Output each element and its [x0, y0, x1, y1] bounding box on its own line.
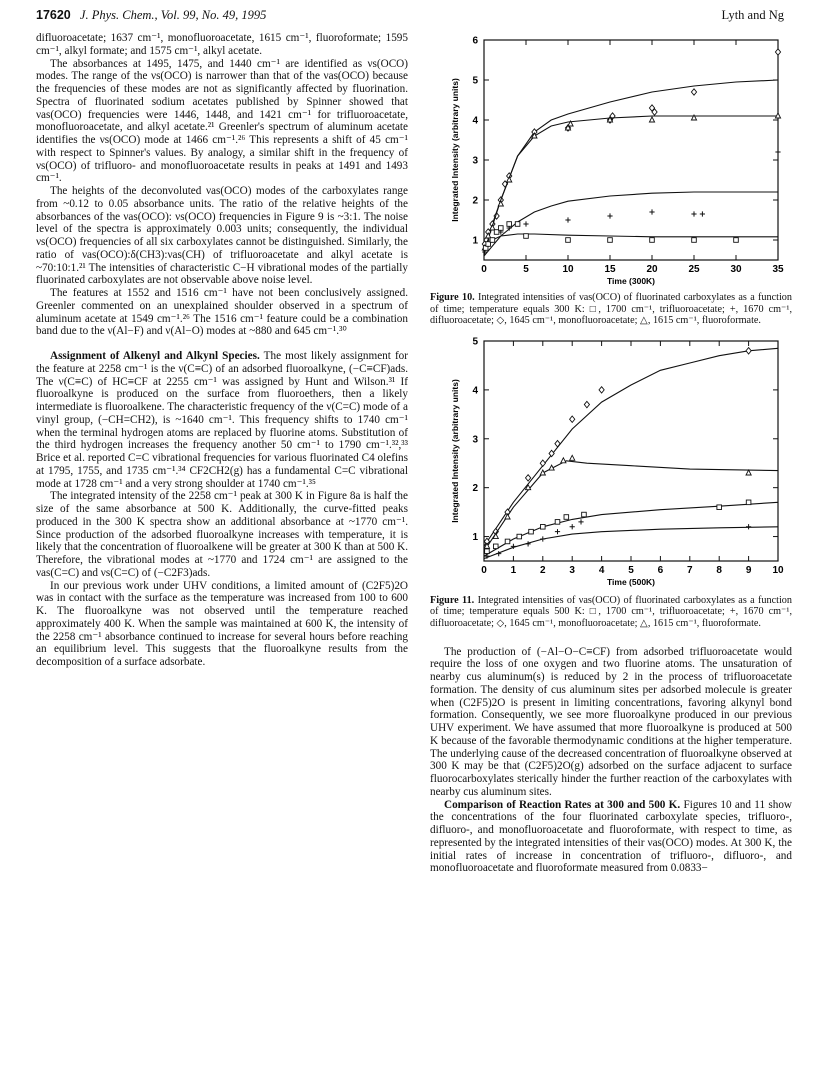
data-point-diamond [540, 460, 545, 466]
x-tick-label: 15 [604, 264, 616, 275]
y-axis-label: Integrated Intensity (arbitrary units) [450, 78, 460, 222]
x-tick-label: 1 [510, 564, 517, 576]
right-column [430, 32, 792, 875]
data-point-plus [700, 211, 705, 216]
data-point-diamond [570, 416, 575, 422]
x-tick-label: 6 [657, 564, 664, 576]
figure-11 [430, 333, 792, 593]
data-point-square [524, 234, 529, 239]
data-point-square [541, 524, 546, 529]
paragraph [36, 580, 408, 669]
data-point-plus [775, 149, 780, 154]
x-tick-label: 5 [523, 264, 529, 275]
y-tick-label: 1 [472, 235, 478, 247]
figure-11-plot [430, 333, 792, 593]
figure-10-caption [430, 292, 792, 327]
paragraph-text: Figures 10 and 11 show the concentrations of the four fluorinated carboxylate species, trifluoro-, difluoro-, and monofluoroacetate and fluoroformate, with respect to time, as represented by the integrated intensities of their νas(OCO) modes. At 300 K, the initial rates of increase in concentration of trifluoro-, difluoro-, and monofluoroacetate and fluoroformate measured from 0.0833− [430, 798, 792, 875]
x-axis-label: Time (500K) [606, 576, 656, 587]
y-tick-label: 2 [472, 195, 478, 207]
data-point-square [566, 238, 571, 243]
paragraph [430, 799, 792, 876]
data-point-diamond [549, 450, 554, 456]
x-axis-label: Time (300K) [606, 276, 656, 286]
running-authors: Lyth and Ng [721, 8, 784, 22]
data-point-square [564, 514, 569, 519]
page-header [36, 8, 784, 28]
data-point-diamond [584, 401, 589, 407]
paragraph [36, 32, 408, 58]
x-tick-label: 0 [481, 264, 487, 275]
fit-curve-diamond [484, 348, 778, 546]
y-tick-label: 6 [472, 35, 478, 47]
data-point-diamond [691, 89, 696, 95]
paragraph [36, 185, 408, 287]
data-point-square [582, 512, 587, 517]
paragraph-text: The features at 1552 and 1516 cm⁻¹ have not been conclusively assigned. Greenler commented on an unexplained shoulder observed in a spectrum of aluminum acetate at 1549 cm⁻¹.²⁶ The 1516 cm⁻¹ feature could be a combination band due to the ν(Al−F) and ν(Al−O) modes at ~880 and 645 cm⁻¹.³⁰ [36, 287, 408, 338]
paragraph [36, 287, 408, 338]
page-number: 17620 [36, 8, 71, 22]
x-tick-label: 25 [688, 264, 700, 275]
data-point-triangle [649, 117, 654, 122]
x-tick-label: 4 [598, 564, 605, 576]
left-column [36, 32, 408, 669]
y-tick-label: 4 [472, 115, 478, 127]
data-point-diamond [775, 49, 780, 55]
x-tick-label: 20 [646, 264, 658, 275]
data-point-square [515, 222, 520, 227]
data-point-square [507, 222, 512, 227]
y-tick-label: 1 [472, 531, 478, 543]
paragraph [36, 490, 408, 579]
section-heading: Assignment of Alkenyl and Alkynl Species. [50, 350, 260, 362]
x-tick-label: 35 [772, 264, 784, 275]
paragraph-text: difluoroacetate; 1637 cm⁻¹, monofluoroacetate, 1615 cm⁻¹, fluoroformate; 1595 cm⁻¹, alkyl formate; and 1575 cm⁻¹, alkyl acetate. [36, 32, 408, 57]
y-tick-label: 3 [472, 434, 478, 446]
x-tick-label: 5 [628, 564, 634, 576]
data-point-triangle [570, 455, 575, 460]
fit-curve-square [484, 502, 778, 556]
fit-curve-triangle [484, 116, 778, 252]
y-tick-label: 5 [472, 75, 478, 87]
data-point-square [529, 529, 534, 534]
data-point-square [490, 238, 495, 243]
x-tick-label: 7 [687, 564, 693, 576]
paragraph-text: The integrated intensity of the 2258 cm⁻¹ peak at 300 K in Figure 8a is half the size of the same absorbance at 500 K. Additionally, the curve-fitted peaks produced in the 300 K spectra show an additional absorbance at ~1770 cm⁻¹. Since production of the adsorbed fluoroalkyne increases with temperature, it is likely that the concentration of fluoroalkene will be greater at 300 K than at 500 K. Therefore, the vibrational modes at ~1770 and 1724 cm⁻¹ are assigned to the νas(C=C) and νs(C=C) of (−C2F3)ads. [36, 490, 408, 579]
data-point-triangle [746, 470, 751, 475]
data-point-plus [649, 209, 654, 214]
paragraph-text: The heights of the deconvoluted νas(OCO) modes of the carboxylates range from ~0.12 to 0.05 absorbance units. The ratio of the relative heights of the absorbances of the νas(OCO): νs(OCO) frequencies in Figure 9 is ~3:1. The noise level of the spectra is approximately 0.003 units; consequently, the individual νs(OCO) frequencies of all six carboxylates cannot be distinguished. Similarly, the ratio of νas(OCO):δ(CH3):νas(CH) of trifluoroacetate and alkyl acetate is ~70:10:1.²¹ The intensities of characteristic C−H vibrational modes of the partially fluorinated carboxylates are not observable above noise level. [36, 185, 408, 287]
data-point-diamond [526, 474, 531, 480]
x-tick-label: 9 [745, 564, 752, 576]
figure-10-caption-text: Integrated intensities of νas(OCO) of fluorinated carboxylates as a function of time; temperature equals 300 K: □, 1700 cm⁻¹, trifluoroacetate; +, 1670 cm⁻¹, difluoroacetate; ◇, 1645 cm⁻¹, monofluoroacetate; △, 1615 cm⁻¹, fluoroformate. [430, 292, 792, 327]
data-point-plus [523, 221, 528, 226]
data-point-square [650, 238, 655, 243]
data-point-square [485, 549, 490, 554]
data-point-square [555, 519, 560, 524]
x-tick-label: 30 [730, 264, 742, 275]
data-point-square [493, 544, 498, 549]
figure-10-plot [430, 32, 792, 292]
paragraph [430, 646, 792, 799]
right-column-text [430, 646, 792, 876]
data-point-square [499, 226, 504, 231]
data-point-square [608, 238, 613, 243]
data-point-plus [570, 524, 575, 529]
fit-curve-diamond [484, 80, 778, 248]
section-heading: Comparison of Reaction Rates at 300 and 500 K. [444, 798, 681, 811]
paragraph-text: The absorbances at 1495, 1475, and 1440 cm⁻¹ are identified as νs(OCO) modes. The range of the νs(OCO) is narrower than that of the νas(OCO) because the frequencies of these modes are not as significantly affected by fluorination. Spectra of fluorinated sodium acetates published by Spinner showed that νas(OCO) frequencies were 1446, 1448, and 1421 cm⁻¹ for trifluoroacetate, monofluoroacetate, and alkyl acetate.²¹ Greenler's spectrum of aluminum acetate identifies the νs(OCO) mode at 1466 cm⁻¹.²⁶ This represents a shift of 45 cm⁻¹ with respect to Spinner's values. By analogy, a similar shift in the frequency of νs(OCO) of trifluoro- and monofluoroacetate results in peaks at 1491 and 1493 cm⁻¹. [36, 57, 408, 185]
paragraph [36, 58, 408, 186]
data-point-diamond [746, 347, 751, 353]
data-point-plus [578, 519, 583, 524]
y-tick-label: 2 [472, 482, 478, 494]
x-tick-label: 8 [716, 564, 722, 576]
paragraph-text: The production of (−Al−O−C≡CF) from adsorbed trifluoroacetate would require the loss of one oxygen and two fluorine atoms. The unsaturation of nearby cus aluminum(s) is reduced by 2 in the process of trifluoroacetate formation. The density of cus aluminum sites per adsorbed molecule is greater when (C2F5)2O is present in limiting concentrations, favoring alkynyl bond formation. Consequently, we see more fluoroalkyne produced in our previous UHV experiment. We have assumed that more fluoroalkyne is produced at 500 K because of the favorable thermodynamic conditions at the higher temperature. The underlying cause of the decreased concentration of fluoroalkyne observed at 300 K may be that (C2F5)2O(g) adsorbed on the surface adjacent to surface fluorocarboxylates sterically hinder the further reaction of the carboxylates with nearby cus aluminum sites. [430, 645, 792, 798]
plot-frame [484, 40, 778, 260]
figure-11-caption-text: Integrated intensities of νas(OCO) of fluorinated carboxylates as a function of time; temperature equals 500 K: □, 1700 cm⁻¹, trifluoroacetate; +, 1670 cm⁻¹, difluoroacetate; ◇, 1645 cm⁻¹, monofluoroacetate; △, 1615 cm⁻¹, fluoroformate. [430, 594, 792, 629]
figure-10-label: Figure 10. [430, 292, 475, 303]
journal-citation: J. Phys. Chem., Vol. 99, No. 49, 1995 [79, 8, 267, 22]
x-tick-label: 0 [481, 564, 487, 576]
figure-11-label: Figure 11. [430, 594, 475, 606]
x-tick-label: 3 [569, 564, 575, 576]
data-point-plus [607, 213, 612, 218]
data-point-triangle [498, 201, 503, 206]
x-tick-label: 2 [540, 564, 546, 576]
data-point-plus [746, 524, 751, 529]
paragraph-text: In our previous work under UHV conditions, a limited amount of (C2F5)2O was in contact with the surface as the temperature was increased from 100 to 600 K. The fluoroalkyne was not observed until the temperature reached approximately 400 K. When the sample was maintained at 600 K, the intensity of the 2258 cm⁻¹ absorbance continued to increase for several hours before reaching an equilibrium level. This suggests that the fluoroalkyne results from the decomposition of a surface adsorbate. [36, 579, 408, 668]
paragraph-text: The most likely assignment for the feature at 2258 cm⁻¹ is the ν(C≡C) of an adsorbed fluoroalkyne, (−C≡CF)ads. The ν(C≡C) of HC≡CF at 2255 cm⁻¹ was assigned by Hunt and Wilson.³¹ If fluoroalkyne is produced on the surface from fluoroethers, then a likely intermediate is fluoroalkene. The characteristic frequency of the ν(C=C) mode of a vinyl group, (−CH=CH2), is ~1640 cm⁻¹. This frequency shifts to 1740 cm⁻¹ when the terminal hydrogen atoms are replaced by fluorine atoms. Substitution of the third hydrogen increases the frequency another 50 cm⁻¹ to 1790 cm⁻¹.³²,³³ Brice et al. reported C=C vibrational frequencies for various fluorinated C4 olefins at 1795, 1755, and 1735 cm⁻¹.³⁴ CF2CH2(g) has a fundamental C=C vibrational mode at 1728 cm⁻¹ and a very strong shoulder at 1740 cm⁻¹.³⁵ [36, 350, 409, 490]
figure-11-caption [430, 595, 792, 630]
data-point-plus [555, 529, 560, 534]
data-point-square [517, 534, 522, 539]
data-point-plus [565, 217, 570, 222]
data-point-square [734, 238, 739, 243]
y-tick-label: 3 [472, 155, 478, 167]
data-point-square [505, 539, 510, 544]
figure-10 [430, 32, 792, 292]
data-point-plus [691, 211, 696, 216]
y-axis-label: Integrated Intensity (arbitrary units) [450, 378, 460, 523]
x-tick-label: 10 [562, 264, 574, 275]
y-tick-label: 4 [472, 385, 478, 397]
paragraph [36, 350, 408, 490]
x-tick-label: 10 [772, 564, 784, 576]
data-point-diamond [599, 386, 604, 392]
data-point-triangle [507, 177, 512, 182]
data-point-plus [540, 536, 545, 541]
data-point-square [746, 500, 751, 505]
data-point-triangle [561, 458, 566, 463]
data-point-square [692, 238, 697, 243]
data-point-square [717, 505, 722, 510]
y-tick-label: 5 [472, 336, 478, 348]
